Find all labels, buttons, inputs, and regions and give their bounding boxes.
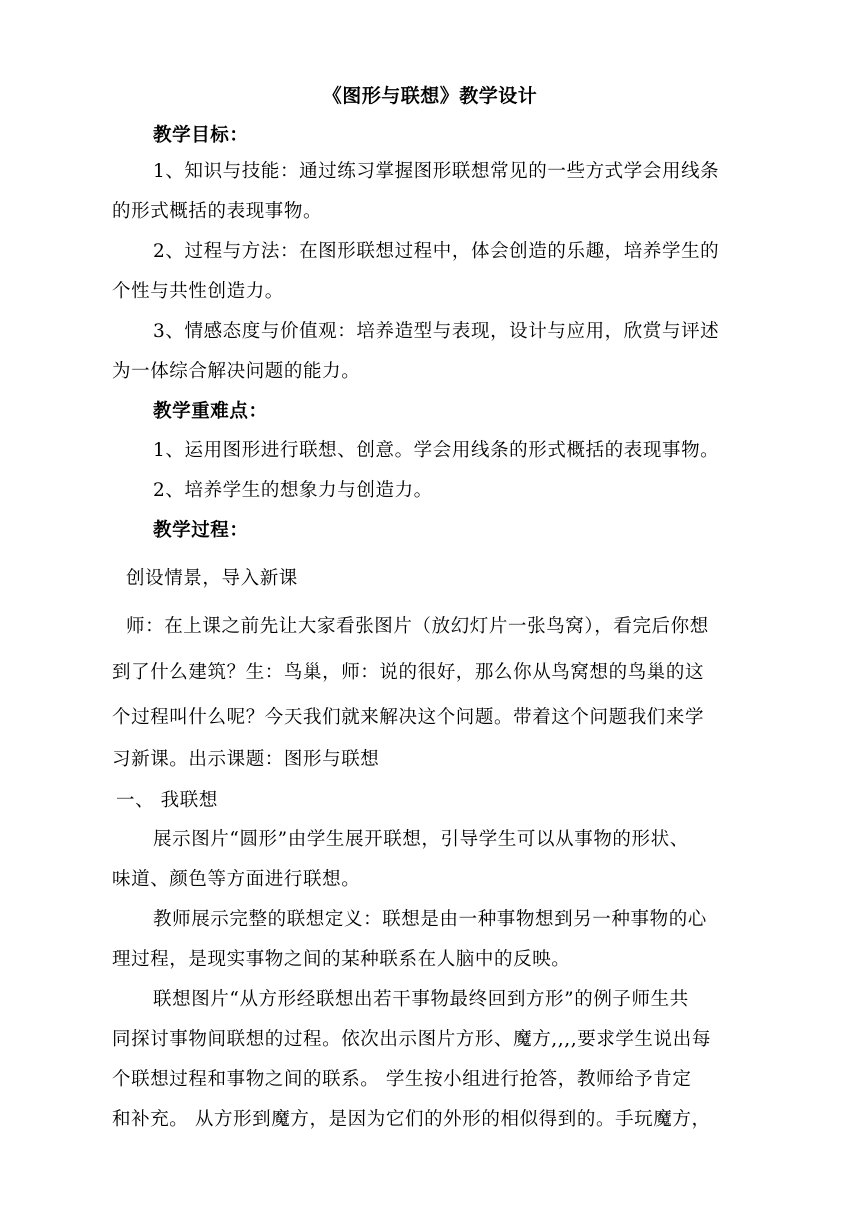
paragraph-line: 习新课。出示课题：图形与联想	[112, 749, 380, 770]
paragraph-line: 教师展示完整的联想定义：联想是由一种事物想到另一种事物的心	[153, 909, 707, 930]
paragraph-line: 个过程叫什么呢？今天我们就来解决这个问题。带着这个问题我们来学	[112, 707, 705, 728]
paragraph-line: 个联想过程和事物之间的联系。 学生按小组进行抢答，教师给予肯定	[112, 1069, 692, 1090]
paragraph-line: 到了什么建筑？生：鸟巢，师：说的很好，那么你从鸟窝想的鸟巢的这	[112, 662, 705, 683]
paragraph-line: 师：在上课之前先让大家看张图片（放幻灯片一张鸟窝），看完后你想	[126, 616, 709, 637]
paragraph-line: 的形式概括的表现事物。	[112, 201, 323, 222]
paragraph-line: 2、培养学生的想象力与创造力。	[153, 480, 433, 501]
paragraph-line: 为一体综合解决问题的能力。	[112, 361, 361, 382]
section-heading-process: 教学过程：	[153, 520, 249, 541]
paragraph-line: 个性与共性创造力。	[112, 281, 284, 302]
paragraph-line: 2、过程与方法：在图形联想过程中，体会创造的乐趣，培养学生的	[153, 241, 720, 262]
paragraph-line: 味道、颜色等方面进行联想。	[112, 869, 361, 890]
section-heading-key-points: 教学重难点：	[153, 401, 268, 422]
paragraph-line: 创设情景，导入新课	[126, 568, 298, 589]
section-heading-association: 一、 我联想	[116, 790, 218, 811]
paragraph-line: 同探讨事物间联想的过程。依次出示图片方形、魔方,,,,要求学生说出每	[112, 1029, 711, 1050]
paragraph-line: 联想图片“从方形经联想出若干事物最终回到方形”的例子师生共	[153, 989, 689, 1010]
paragraph-line: 展示图片“圆形”由学生展开联想，引导学生可以从事物的形状、	[153, 829, 689, 850]
document-title: 《图形与联想》教学设计	[322, 85, 538, 107]
paragraph-line: 1、知识与技能：通过练习掌握图形联想常见的一些方式学会用线条	[153, 161, 720, 182]
paragraph-line: 和补充。 从方形到魔方，是因为它们的外形的相似得到的。手玩魔方，	[112, 1109, 711, 1130]
section-heading-objectives: 教学目标：	[153, 125, 249, 146]
paragraph-line: 理过程，是现实事物之间的某种联系在人脑中的反映。	[112, 949, 571, 970]
paragraph-line: 3、情感态度与价值观：培养造型与表现，设计与应用，欣赏与评述	[153, 321, 720, 342]
paragraph-line: 1、运用图形进行联想、创意。学会用线条的形式概括的表现事物。	[153, 440, 720, 461]
